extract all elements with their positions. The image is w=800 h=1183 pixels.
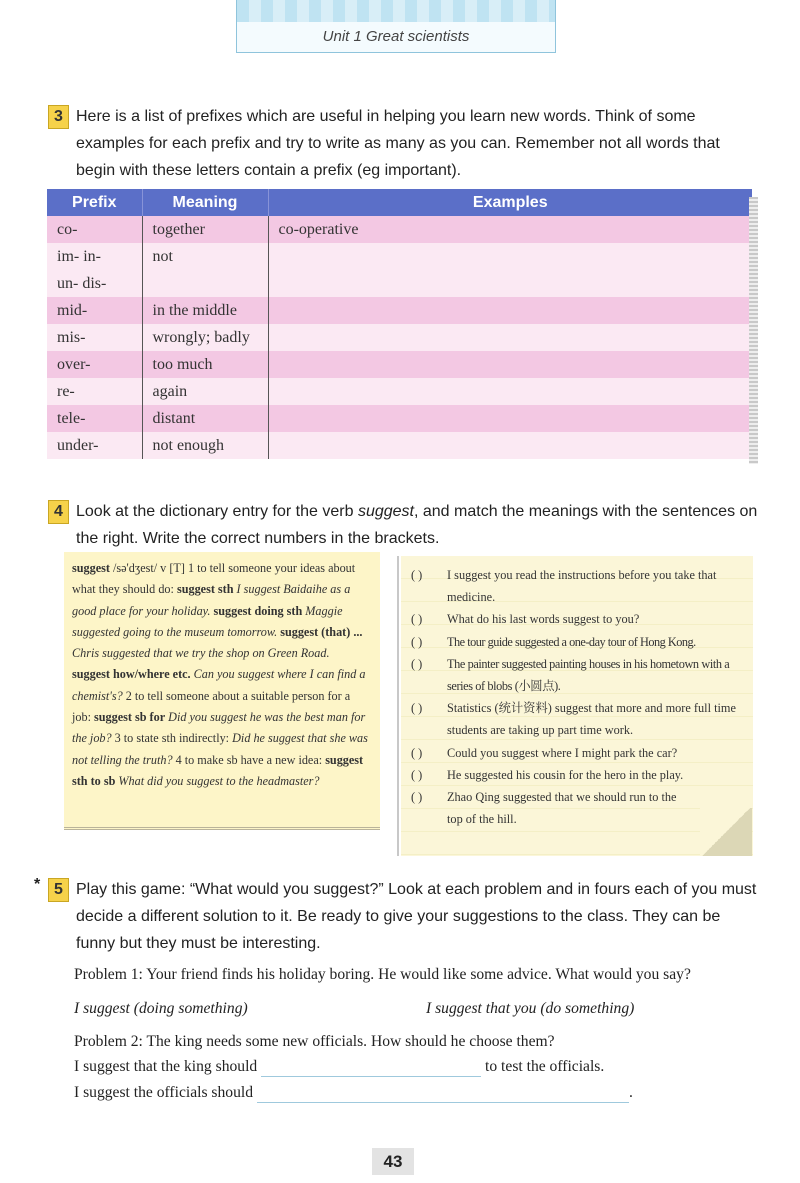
dict-pattern: suggest sth — [176, 582, 234, 597]
examples-cell[interactable] — [268, 297, 752, 324]
examples-cell[interactable] — [268, 378, 752, 405]
dict-pattern: suggest doing sth — [213, 603, 303, 618]
sentence-text: I suggest you read the instructions before you take that medicine. — [447, 568, 717, 605]
dict-pattern: suggest (that) ... — [280, 624, 363, 639]
prefix-cell: im- in- — [47, 243, 142, 270]
table-row — [47, 432, 752, 459]
unit-title: Unit 1 Great scientists — [322, 28, 470, 45]
header-meaning: Meaning — [142, 189, 268, 216]
table-row — [47, 270, 752, 297]
sentence-text: Statistics (统计资料) suggest that more and more full time students are taking up part time work. — [447, 701, 736, 738]
answer-line-2 — [74, 1084, 633, 1103]
table-row — [47, 243, 752, 270]
dict-pattern: suggest sb for — [94, 710, 166, 725]
blank-input-1[interactable] — [261, 1058, 481, 1077]
problem-2: Problem 2: The king needs some new officials. How should he choose them? — [74, 1033, 555, 1050]
prefix-cell: mis- — [47, 324, 142, 351]
examples-cell[interactable] — [268, 405, 752, 432]
table-row — [47, 405, 752, 432]
dict-example: Can you suggest where I can find a chemist's? — [72, 667, 366, 703]
meaning-cell: not — [142, 243, 268, 270]
section3-instruction: Here is a list of prefixes which are useful in helping you learn new words. Think of some examples for each prefix and try to write as many as you can. Remember not all words that begin with these letters contain a prefix (eg important). — [76, 108, 720, 179]
examples-cell[interactable] — [268, 243, 752, 270]
meaning-cell: again — [142, 378, 268, 405]
unit-header-tab — [236, 0, 556, 53]
answer-bracket[interactable]: ( ) — [411, 746, 423, 760]
dict-example: I suggest Baidaihe as a good place for your holiday. — [72, 582, 351, 618]
answer-line-1-pre: I suggest that the king should — [74, 1058, 258, 1075]
section5-instruction: Play this game: “What would you suggest?” Look at each problem and in fours each of you must decide a different solution to it. Be ready to give your suggestions to the class. They can be funny but they must be interesting. — [76, 881, 757, 952]
meaning-cell — [142, 270, 268, 297]
dict-example: Did he suggest that she was not telling the truth? — [72, 731, 368, 767]
answer-bracket[interactable]: ( ) — [411, 657, 423, 671]
dict-sense-4: 4 to make sb have a new idea: — [175, 752, 326, 767]
dict-pattern: suggest how/where etc. — [72, 667, 191, 682]
dictionary-entry — [64, 552, 380, 830]
table-row — [47, 216, 752, 243]
section4-instruction-word: suggest — [357, 503, 414, 520]
answer-bracket[interactable]: ( ) — [411, 635, 423, 649]
meaning-cell: wrongly; badly — [142, 324, 268, 351]
section4-number: 4 — [48, 500, 69, 524]
dict-pron: /sə'dʒest/ v [T] — [109, 561, 188, 575]
dict-example: What did you suggest to the headmaster? — [115, 773, 320, 788]
examples-cell[interactable] — [268, 270, 752, 297]
prefix-cell: mid- — [47, 297, 142, 324]
section3-instruction-block — [54, 103, 761, 184]
meaning-cell: not enough — [142, 432, 268, 459]
answer-line-1-post: to test the officials. — [485, 1058, 605, 1075]
prefix-cell: co- — [47, 216, 142, 243]
prefix-cell: under- — [47, 432, 142, 459]
answer-line-2-post: . — [628, 1084, 633, 1101]
dict-sense-3: 3 to state sth indirectly: — [114, 731, 233, 746]
meaning-cell: distant — [142, 405, 268, 432]
page-number: 43 — [372, 1148, 414, 1175]
column-divider — [397, 556, 399, 856]
meaning-cell: in the middle — [142, 297, 268, 324]
prefix-cell: over- — [47, 351, 142, 378]
table-row — [47, 351, 752, 378]
sentence-text: What do his last words suggest to you? — [447, 612, 640, 626]
answer-line-2-pre: I suggest the officials should — [74, 1084, 254, 1101]
sentence-text: The tour guide suggested a one-day tour of Hong Kong. — [447, 635, 696, 649]
prefix-table-header — [47, 189, 752, 216]
section5-number: 5 — [48, 878, 69, 902]
section4-instruction-pre: Look at the dictionary entry for the verb — [76, 503, 358, 520]
table-row — [47, 324, 752, 351]
section4-instruction-block — [54, 498, 761, 552]
section3-number: 3 — [48, 105, 69, 129]
header-prefix: Prefix — [47, 189, 142, 216]
blank-input-2[interactable] — [257, 1084, 629, 1103]
prefix-cell: un- dis- — [47, 270, 142, 297]
answer-bracket[interactable]: ( ) — [411, 568, 423, 582]
answer-line-1 — [74, 1058, 604, 1077]
header-examples: Examples — [268, 189, 752, 216]
prefix-cell: re- — [47, 378, 142, 405]
dict-pattern: suggest sth to sb — [72, 752, 364, 788]
meaning-cell: too much — [142, 351, 268, 378]
answer-bracket[interactable]: ( ) — [411, 612, 423, 626]
decorative-side-bar — [749, 197, 758, 464]
problem-1: Problem 1: Your friend finds his holiday boring. He would like some advice. What would you say? — [74, 966, 691, 983]
prefix-cell: tele- — [47, 405, 142, 432]
sentence-text: Could you suggest where I might park the car? — [447, 746, 678, 760]
answer-bracket[interactable]: ( ) — [411, 768, 423, 782]
sentence-text: He suggested his cousin for the hero in the play. — [447, 768, 684, 782]
section4-instruction-post: , and match the meanings with the sentences on the right. Write the correct numbers in the brackets. — [76, 503, 758, 547]
header-stripe — [237, 0, 555, 22]
sentence-text: The painter suggested painting houses in his hometown with a series of blobs (小圆点). — [447, 657, 730, 694]
examples-cell[interactable] — [268, 432, 752, 459]
answer-bracket[interactable]: ( ) — [411, 790, 423, 804]
optional-star: * — [34, 876, 41, 893]
dict-example: Did you suggest he was the best man for the job? — [72, 710, 366, 746]
pattern-2: I suggest that you (do something) — [426, 1000, 635, 1017]
pattern-1: I suggest (doing something) — [74, 1000, 248, 1017]
dict-headword: suggest — [72, 561, 110, 575]
sentence-text: Zhao Qing suggested that we should run to the top of the hill. — [447, 790, 677, 827]
page-curl-decoration — [700, 808, 752, 856]
dict-example: Maggie suggested going to the museum tomorrow. — [72, 603, 343, 639]
section5-instruction-block — [54, 876, 761, 957]
dict-sense-1: 1 to tell someone your ideas about what they should do: — [72, 561, 356, 597]
table-row — [47, 378, 752, 405]
meaning-cell: together — [142, 216, 268, 243]
prefix-table — [47, 189, 752, 459]
answer-bracket[interactable]: ( ) — [411, 701, 423, 715]
examples-cell[interactable] — [268, 351, 752, 378]
examples-cell[interactable] — [268, 324, 752, 351]
dict-example: Chris suggested that we try the shop on Green Road. — [72, 646, 330, 661]
dict-sense-2: 2 to tell someone about a suitable person for a job: — [72, 688, 351, 725]
examples-cell[interactable]: co-operative — [268, 216, 752, 243]
table-row — [47, 297, 752, 324]
